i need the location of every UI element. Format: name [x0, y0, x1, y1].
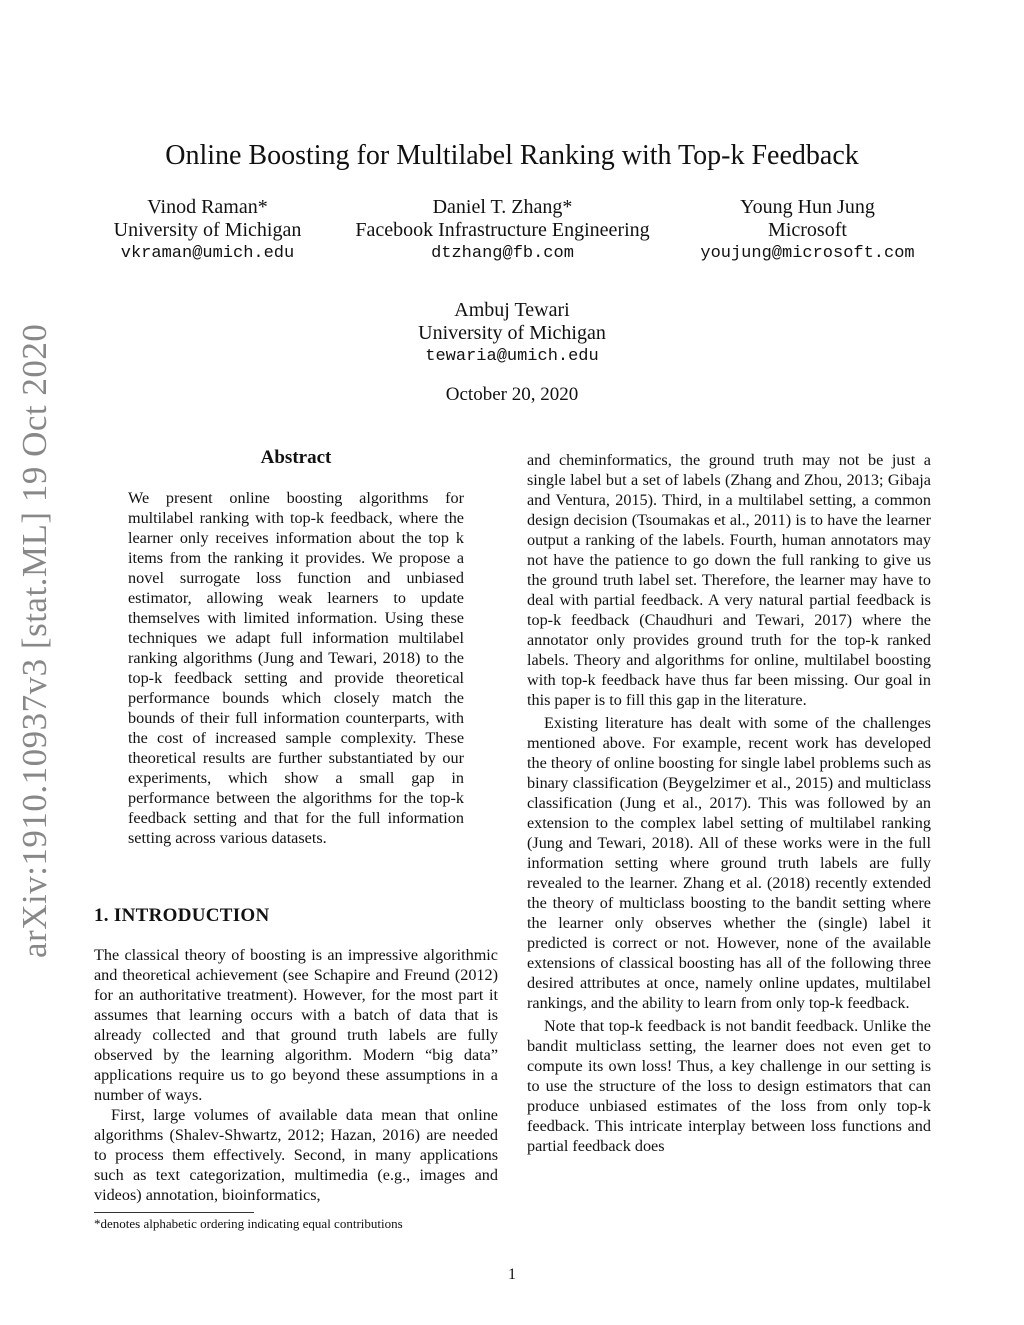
right-paragraph-1: and cheminformatics, the ground truth may not be just a single label but a set of labels (Zhang and Zhou, 2013; Gibaja and Ventura, 2015). Third, in a multilabel setting, a common design decision (Tsoumakas et al., 2011) is to have the learner output a ranking of the labels. Fourth, human annotators may not have the patience to go down the full ranking to give us the ground truth label set. Therefore, the learner may have to deal with partial feedback. A very natural partial feedback is top-k feedback (Chaudhuri and Tewari, 2017) where the annotator only provides ground truth for the top-k ranked labels. Theory and algorithms for online, multilabel boosting with top-k feedback have thus far been missing. Our goal in this paper is to fill this gap in the literature. — [527, 451, 931, 709]
intro-heading: 1. INTRODUCTION — [94, 905, 270, 926]
page-number: 1 — [508, 1266, 516, 1283]
author-affiliation: Microsoft — [768, 219, 847, 241]
intro-paragraph-2: First, large volumes of available data mean that online algorithms (Shalev-Shwartz, 2012; Hazan, 2016) are needed to process them effectively. Second, in many applications such as text categorization, multimedia (e.g., images and videos) annotation, bioinformatics, — [94, 1106, 498, 1204]
right-paragraph-2: Existing literature has dealt with some of the challenges mentioned above. For example, recent work has developed the theory of online boosting for single label problems such as binary classification (Beygelzimer et al., 2015) and multiclass classification (Jung et al., 2017). This was followed by an extension to the complex label setting of multilabel ranking (Jung and Tewari, 2018). All of these works were in the full information setting where ground truth labels are fully revealed to the learner. Zhang et al. (2018) recently extended the theory of multiclass boosting to the bandit setting where the learner only observes whether the (single) label it predicted is correct or not. However, none of the available extensions of classical boosting has all of the following three desired attributes at once, namely online updates, multilabel rankings, and the ability to learn from only top-k feedback. — [527, 714, 931, 1012]
author-email[interactable]: dtzhang@fb.com — [431, 244, 574, 263]
abstract-text: We present online boosting algorithms for multilabel ranking with top-k feedback, where the learner only receives information about the top k items from the ranking it provides. We propose a novel surrogate loss function and unbiased estimator, allowing weak learners to update themselves with limited information. Using these techniques we adapt full information multilabel ranking algorithms (Jung and Tewari, 2018) to the top-k feedback setting and provide theoretical performance bounds which closely match the bounds of their full information counterparts, with the cost of increased sample complexity. These theoretical results are further substantiated by our experiments, which show a small gap in performance between the algorithms for the top-k feedback setting and that for the full information setting across various datasets. — [128, 489, 464, 847]
author-email[interactable]: vkraman@umich.edu — [120, 244, 295, 263]
right-column-body — [527, 450, 931, 1156]
author-name: Daniel T. Zhang* — [432, 196, 573, 218]
author-email[interactable]: youjung@microsoft.com — [700, 244, 915, 263]
author-block-4 — [362, 299, 662, 368]
abstract-body — [128, 488, 464, 848]
author-block-3 — [690, 196, 925, 265]
intro-paragraph-1: The classical theory of boosting is an impressive algorithmic and theoretical achievement (see Schapire and Freund (2012) for an authoritative treatment). However, for the most part it assumes that learning occurs with a batch of data that is already collected and that ground truth labels are fully observed by the learning algorithm. Modern “big data” applications require us to go beyond these assumptions in a number of ways. — [94, 946, 498, 1104]
footnote-rule — [94, 1212, 254, 1213]
author-affiliation: Facebook Infrastructure Engineering — [355, 219, 650, 241]
abstract-heading: Abstract — [260, 447, 332, 468]
right-paragraph-3: Note that top-k feedback is not bandit feedback. Unlike the bandit multiclass setting, the learner does not even get to compute its own loss! Thus, a key challenge in our setting is to use the structure of the loss to design estimators that can produce unbiased estimates of the loss from only top-k feedback. This intricate interplay between loss functions and partial feedback does — [527, 1017, 931, 1155]
publication-date: October 20, 2020 — [445, 384, 579, 405]
footnote: *denotes alphabetic ordering indicating equal contributions — [94, 1216, 403, 1231]
left-column-body — [94, 945, 498, 1205]
author-name: Vinod Raman* — [147, 196, 268, 218]
author-affiliation: University of Michigan — [113, 219, 302, 241]
author-block-2 — [335, 196, 670, 265]
arxiv-stamp: arXiv:1910.10937v3 [stat.ML] 19 Oct 2020 — [15, 323, 54, 958]
author-name: Young Hun Jung — [740, 196, 875, 218]
author-name: Ambuj Tewari — [454, 299, 570, 321]
author-block-1 — [105, 196, 310, 265]
author-affiliation: University of Michigan — [418, 322, 606, 344]
paper-title: Online Boosting for Multilabel Ranking with Top-k Feedback — [165, 140, 859, 171]
author-email[interactable]: tewaria@umich.edu — [425, 347, 599, 366]
